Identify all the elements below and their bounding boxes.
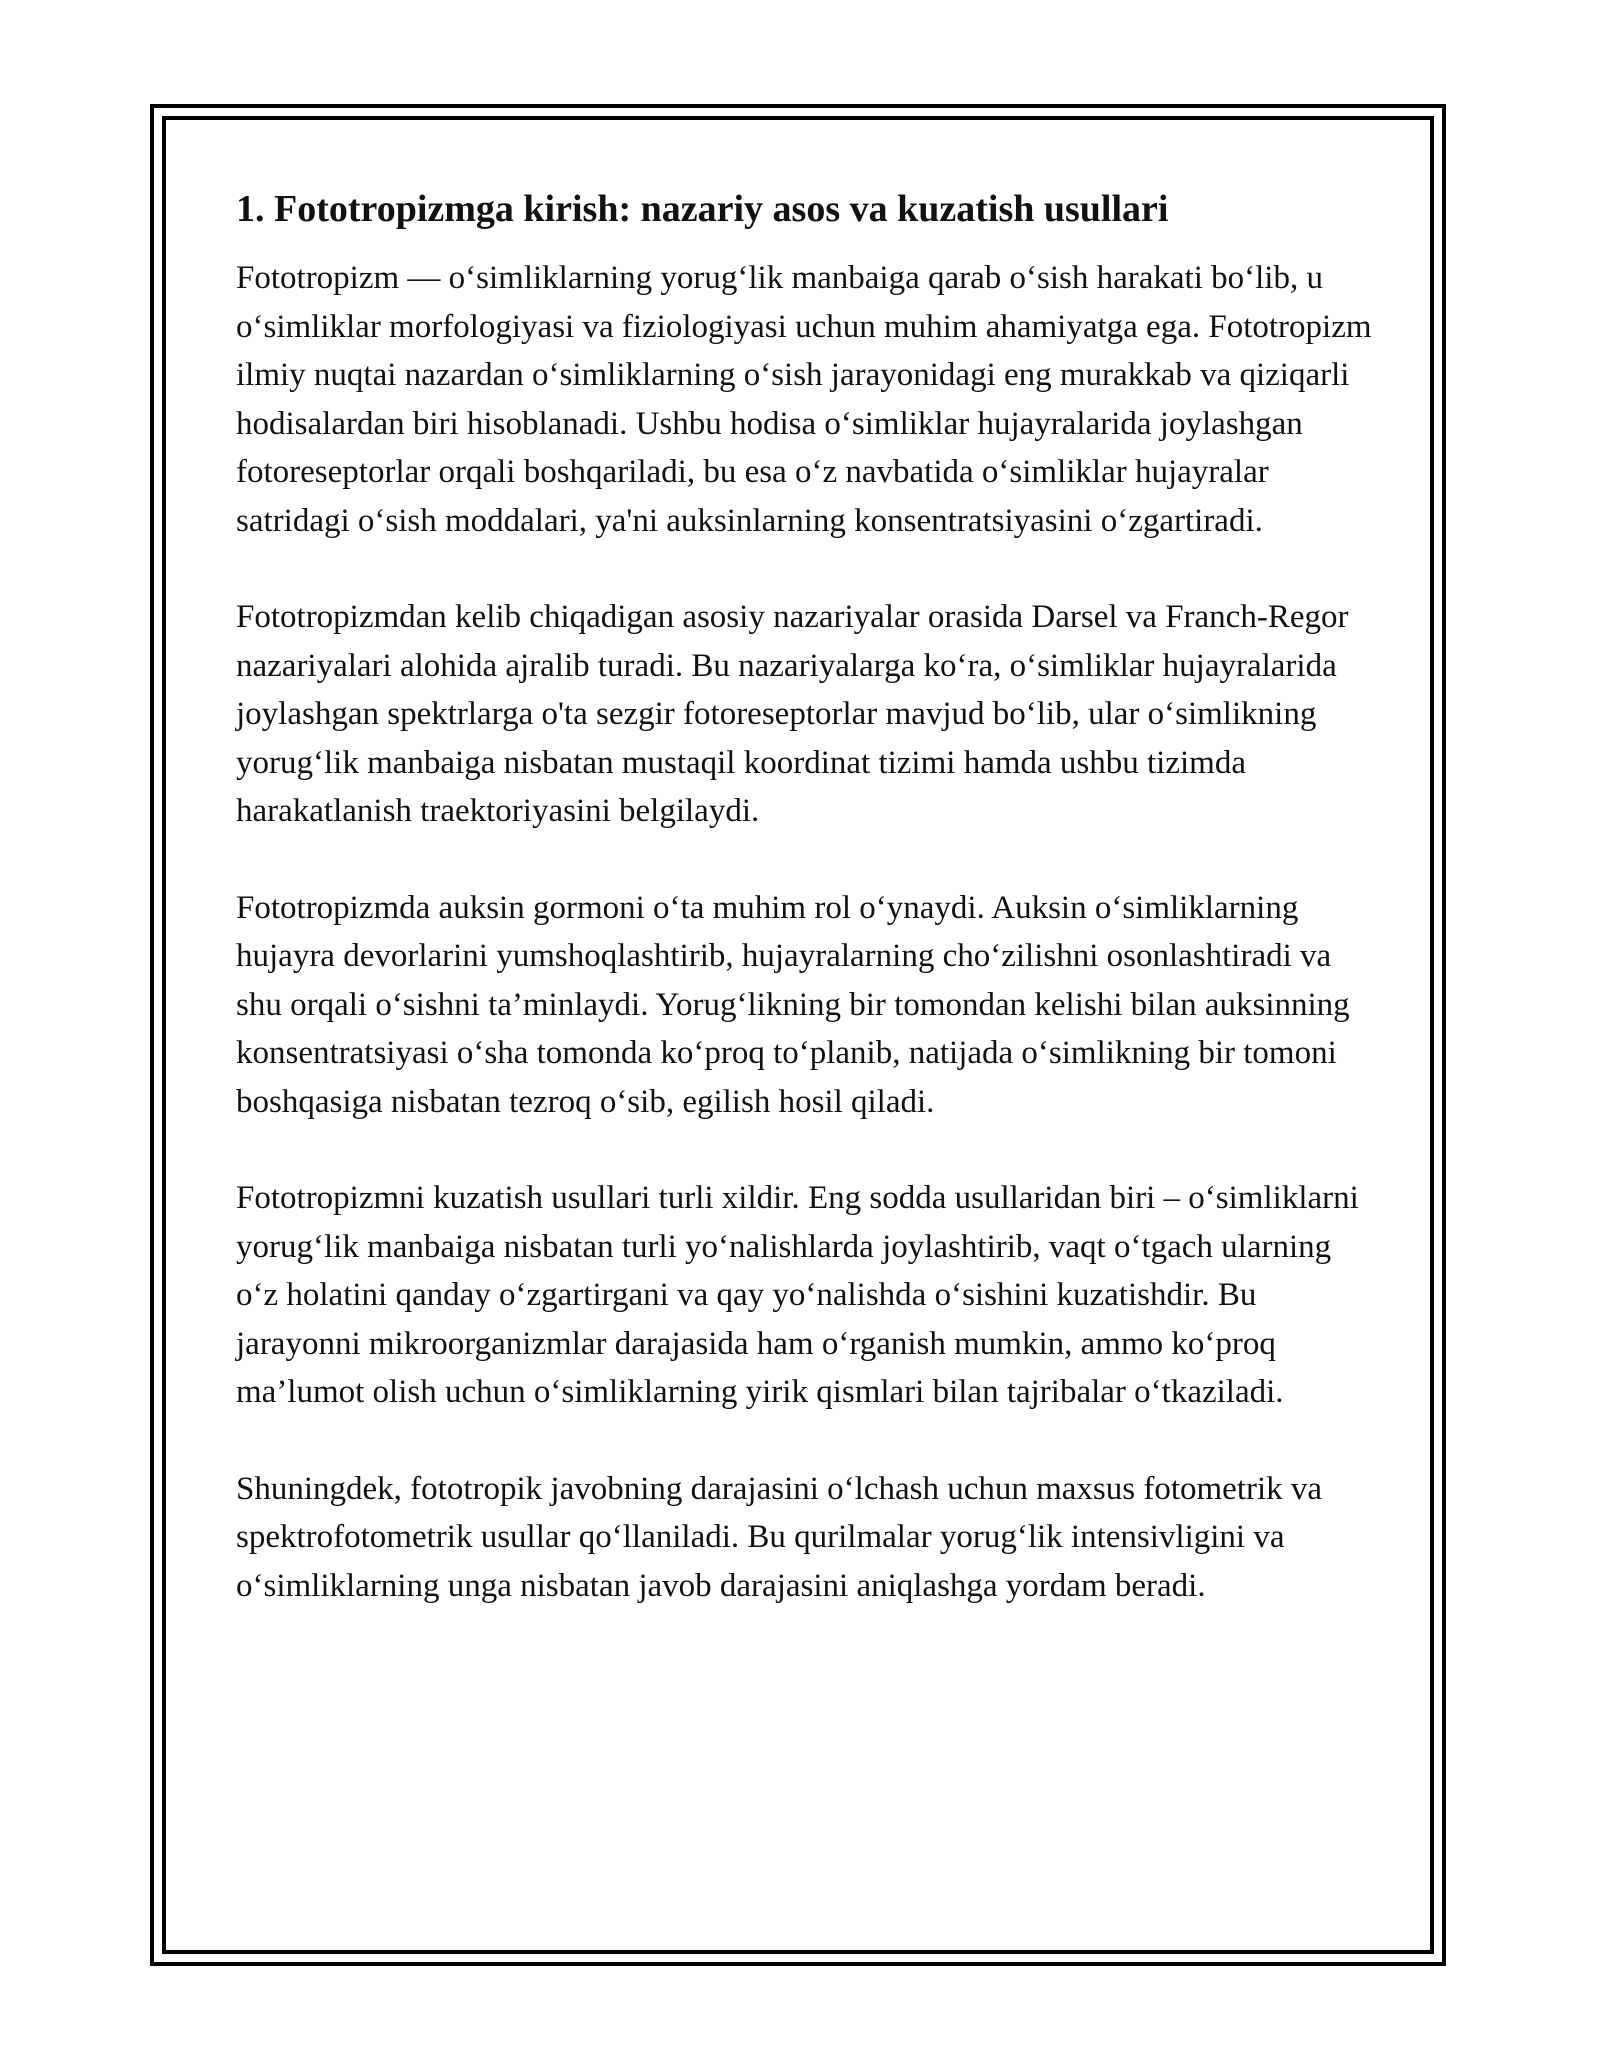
paragraph-1: Fototropizm — o‘simliklarning yorug‘lik manbaiga qarab o‘sish harakati bo‘lib, u o‘simliklar morfologiyasi va fiziologiyasi uchun muhim ahamiyatga ega. Fototropizm ilmiy nuqtai nazardan o‘simliklarning o‘sish jarayonidagi eng murakkab va qiziqarli hodisalardan biri hisoblanadi. Ushbu hodisa o‘simliklar hujayralarida joylashgan fotoreseptorlar orqali boshqariladi, bu esa o‘z navbatida o‘simliklar hujayralar satridagi o‘sish moddalari, ya'ni auksinlarning konsentratsiyasini o‘zgartiradi. bbox=[236, 260, 1372, 539]
paragraph-2: Fototropizmdan kelib chiqadigan asosiy nazariyalar orasida Darsel va Franch-Regor nazariyalari alohida ajralib turadi. Bu nazariyalarga ko‘ra, o‘simliklar hujayralarida joylashgan spektrlarga o'ta sezgir fotoreseptorlar mavjud bo‘lib, ular o‘simlikning yorug‘lik manbaiga nisbatan mustaqil koordinat tizimi hamda ushbu tizimda harakatlanish traektoriyasini belgilaydi. bbox=[236, 599, 1349, 829]
section-heading: 1. Fototropizmga kirish: nazariy asos va kuzatish usullari bbox=[236, 188, 1169, 230]
paragraph-4: Fototropizmni kuzatish usullari turli xildir. Eng sodda usullaridan biri – o‘simliklarni yorug‘lik manbaiga nisbatan turli yo‘nalishlarda joylashtirib, vaqt o‘tgach ularning o‘z holatini qanday o‘zgartirgani va qay yo‘nalishda o‘sishini kuzatishdir. Bu jarayonni mikroorganizmlar darajasida ham o‘rganish mumkin, ammo ko‘proq ma’lumot olish uchun o‘simliklarning yirik qismlari bilan tajribalar o‘tkaziladi. bbox=[236, 1180, 1359, 1410]
document-body bbox=[236, 186, 1376, 1658]
paragraph-5: Shuningdek, fototropik javobning darajasini o‘lchash uchun maxsus fotometrik va spektrofotometrik usullar qo‘llaniladi. Bu qurilmalar yorug‘lik intensivligini va o‘simliklarning unga nisbatan javob darajasini aniqlashga yordam beradi. bbox=[236, 1470, 1323, 1604]
paragraph-3: Fototropizmda auksin gormoni o‘ta muhim rol o‘ynaydi. Auksin o‘simliklarning hujayra devorlarini yumshoqlashtirib, hujayralarning cho‘zilishni osonlashtiradi va shu orqali o‘sishni ta’minlaydi. Yorug‘likning bir tomondan kelishi bilan auksinning konsentratsiyasi o‘sha tomonda ko‘proq to‘planib, natijada o‘simlikning bir tomoni boshqasiga nisbatan tezroq o‘sib, egilish hosil qiladi. bbox=[236, 889, 1350, 1120]
